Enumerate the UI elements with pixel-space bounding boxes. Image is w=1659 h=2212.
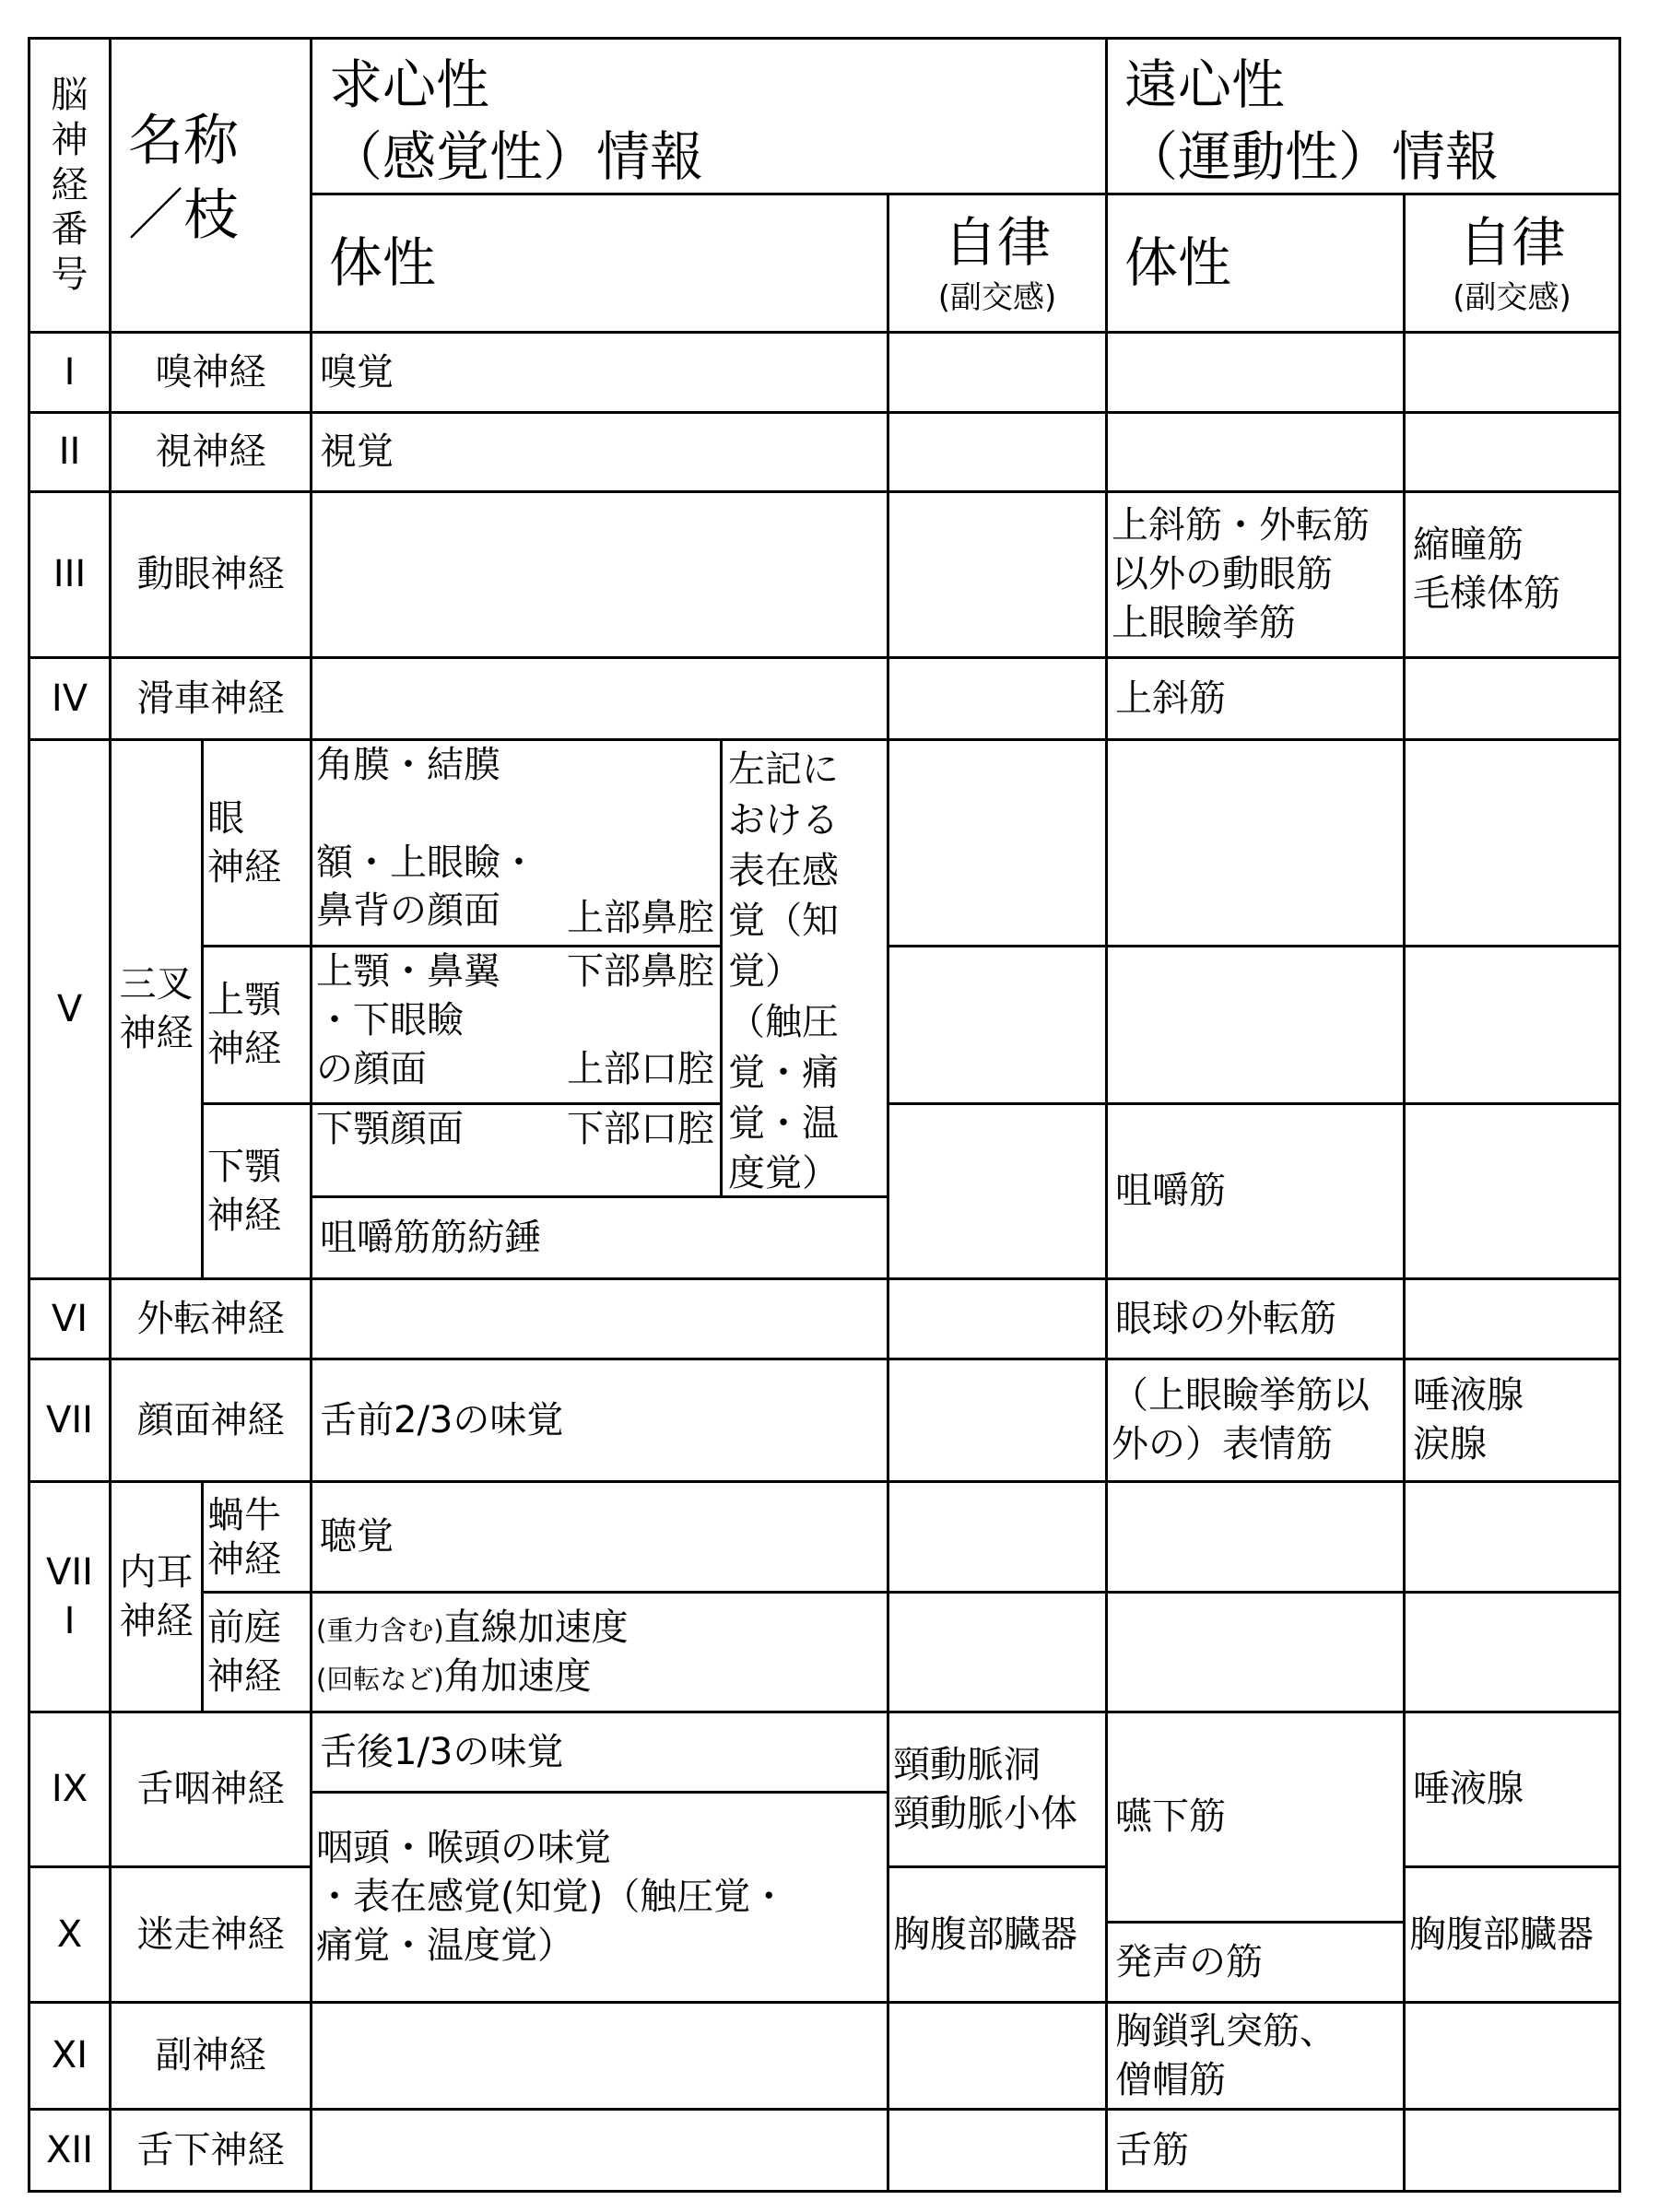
aff-aut: [887, 945, 1108, 1105]
region-text-right: 下部鼻腔 上部口腔: [567, 950, 714, 1090]
aff-aut: 胸腹部臓器: [887, 1865, 1108, 2004]
header-efferent-somatic: 体性: [1105, 193, 1406, 334]
aff-som: 嗅覚: [310, 331, 889, 414]
header-nerve-number: 脳 神 経 番 号: [28, 37, 112, 334]
eff-aut: [1403, 1591, 1621, 1713]
aff-aut: [887, 1591, 1108, 1713]
row-num: III: [28, 490, 112, 659]
row-name: 嗅神経: [109, 331, 312, 414]
parasympathetic-label: (副交感): [937, 279, 1057, 317]
row-num: II: [28, 411, 112, 493]
eff-som: [1105, 945, 1406, 1105]
branch-mandibular: 下顎 神経: [201, 1102, 312, 1280]
parasympathetic-label: (副交感): [1453, 279, 1571, 317]
aff-som: 聴覚: [310, 1480, 889, 1594]
eff-aut: [1403, 945, 1621, 1105]
header-efferent: 遠心性 （運動性）情報: [1105, 37, 1621, 195]
aff-som-mandibular: [310, 1102, 723, 1198]
eff-som: （上眼瞼挙筋以 外の）表情筋: [1105, 1358, 1406, 1483]
aff-som-maxillary: [310, 945, 723, 1105]
eff-som: 咀嚼筋: [1105, 1102, 1406, 1280]
eff-som-shared: 嚥下筋: [1105, 1711, 1406, 1924]
row-name: 迷走神経: [109, 1865, 312, 2004]
eff-som: 上斜筋・外転筋 以外の動眼筋 上眼瞼挙筋: [1105, 490, 1406, 659]
eff-som: 舌筋: [1105, 2108, 1406, 2193]
eff-aut: [1403, 331, 1621, 414]
eff-som: 上斜筋: [1105, 656, 1406, 741]
row-name: 滑車神経: [109, 656, 312, 741]
aff-aut: [887, 738, 1108, 947]
aff-som: [310, 1277, 889, 1360]
row-name: 副神経: [109, 2001, 312, 2111]
row-name: 動眼神経: [109, 490, 312, 659]
row-num: VI: [28, 1277, 112, 1360]
branch-ophthalmic: 眼 神経: [201, 738, 312, 947]
aff-aut: 頸動脈洞 頸動脈小体: [887, 1711, 1108, 1868]
aff-som: [310, 2108, 889, 2193]
row-num: I: [28, 331, 112, 414]
eff-aut: [1403, 1102, 1621, 1280]
line-linear: [316, 1604, 629, 1653]
note: (回転など): [316, 1663, 444, 1695]
branch-vestibular: 前庭 神経: [201, 1591, 312, 1713]
header-afferent-autonomic: [887, 193, 1108, 334]
value: 角加速度: [443, 1654, 592, 1698]
eff-aut: [1403, 1480, 1621, 1594]
aff-aut: [887, 1480, 1108, 1594]
aff-som: 舌後1/3の味覚: [310, 1711, 889, 1794]
eff-aut: 唾液腺: [1403, 1711, 1621, 1868]
row-name: 視神経: [109, 411, 312, 493]
aff-aut: [887, 1358, 1108, 1483]
aff-som: 舌前2/3の味覚: [310, 1358, 889, 1483]
row-num: XI: [28, 2001, 112, 2111]
aff-aut: [887, 411, 1108, 493]
row-num: V: [28, 738, 112, 1280]
aff-som-vestibular: [310, 1591, 889, 1713]
aff-aut: [887, 331, 1108, 414]
row-num: X: [28, 1865, 112, 2004]
region-text-right: 上部鼻腔: [567, 897, 714, 940]
row-name: 顔面神経: [109, 1358, 312, 1483]
eff-aut: 胸腹部臓器: [1403, 1865, 1621, 2004]
aff-som-shared: 咽頭・喉頭の味覚 ・表在感覚(知覚)（触圧覚・ 痛覚・温度覚）: [310, 1791, 889, 2004]
aff-som-ophthalmic: [310, 738, 723, 947]
autonomic-label: 自律: [943, 210, 1051, 274]
eff-aut: [1403, 2108, 1621, 2193]
aff-som-spindle: 咀嚼筋筋紡錘: [310, 1195, 889, 1280]
eff-som: 胸鎖乳突筋、 僧帽筋: [1105, 2001, 1406, 2111]
row-name: 舌下神経: [109, 2108, 312, 2193]
region-text: 角膜・結膜 額・上眼瞼・ 鼻背の顔面: [316, 744, 537, 933]
note: (重力含む): [316, 1614, 444, 1646]
row-name: 三叉 神経: [109, 738, 204, 1280]
eff-som: [1105, 331, 1406, 414]
row-num: VII I: [28, 1480, 112, 1713]
header-name-branch: 名称 ／枝: [109, 37, 312, 334]
autonomic-label: 自律: [1458, 210, 1566, 274]
aff-som: [310, 2001, 889, 2111]
eff-som: 眼球の外転筋: [1105, 1277, 1406, 1360]
eff-som: 発声の筋: [1105, 1921, 1406, 2004]
eff-aut: [1403, 738, 1621, 947]
eff-aut: 縮瞳筋 毛様体筋: [1403, 490, 1621, 659]
eff-som: [1105, 1480, 1406, 1594]
aff-som: [310, 490, 889, 659]
eff-aut: [1403, 656, 1621, 741]
branch-cochlear: 蝸牛 神経: [201, 1480, 312, 1594]
aff-som-note: 左記に おける 表在感 覚（知 覚） （触圧 覚・痛 覚・温 度覚）: [720, 738, 889, 1198]
aff-aut: [887, 1102, 1108, 1280]
row-num: XII: [28, 2108, 112, 2193]
eff-aut: [1403, 1277, 1621, 1360]
region-text: 下顎顔面: [316, 1108, 464, 1150]
aff-aut: [887, 2108, 1108, 2193]
header-afferent-somatic: 体性: [310, 193, 889, 334]
aff-aut: [887, 1277, 1108, 1360]
value: 直線加速度: [443, 1606, 629, 1649]
row-name: 内耳 神経: [109, 1480, 204, 1713]
region-text: 上顎・鼻翼 ・下眼瞼 の顔面: [316, 950, 500, 1090]
aff-som: [310, 656, 889, 741]
row-name: 外転神経: [109, 1277, 312, 1360]
row-name: 舌咽神経: [109, 1711, 312, 1868]
header-afferent: 求心性 （感覚性）情報: [310, 37, 1108, 195]
header-efferent-autonomic: [1403, 193, 1621, 334]
aff-aut: [887, 2001, 1108, 2111]
aff-som: 視覚: [310, 411, 889, 493]
row-num: IX: [28, 1711, 112, 1868]
row-num: IV: [28, 656, 112, 741]
branch-maxillary: 上顎 神経: [201, 945, 312, 1105]
aff-aut: [887, 490, 1108, 659]
line-angular: [316, 1653, 592, 1701]
eff-som: [1105, 1591, 1406, 1713]
row-num: VII: [28, 1358, 112, 1483]
aff-aut: [887, 656, 1108, 741]
eff-som: [1105, 411, 1406, 493]
region-text-right: 下部口腔: [567, 1108, 714, 1150]
eff-aut: 唾液腺 涙腺: [1403, 1358, 1621, 1483]
eff-aut: [1403, 2001, 1621, 2111]
eff-som: [1105, 738, 1406, 947]
eff-aut: [1403, 411, 1621, 493]
